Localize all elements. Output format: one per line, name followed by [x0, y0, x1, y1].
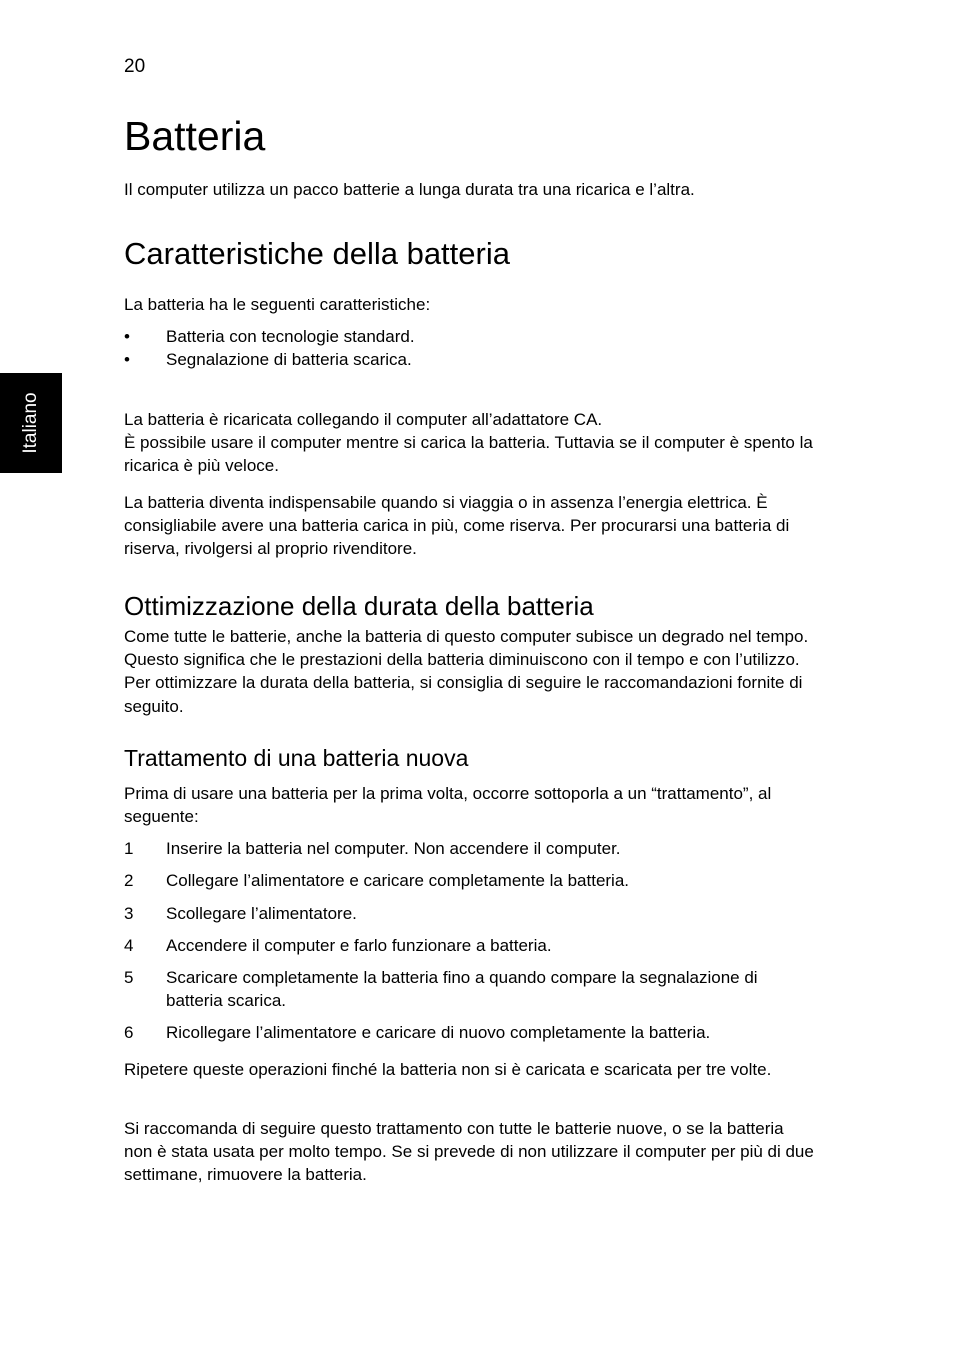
step-item — [124, 934, 814, 957]
step-text: Accendere il computer e farlo funzionare a batteria. — [166, 936, 552, 955]
step-number: 3 — [124, 904, 134, 923]
step-number: 2 — [124, 871, 134, 890]
bullet-item — [124, 348, 814, 371]
step-text: Collegare l’alimentatore e caricare completamente la batteria. — [166, 871, 630, 890]
repeat-paragraph: Ripetere queste operazioni finché la batteria non si è caricata e scaricata per tre volte. — [124, 1060, 772, 1079]
step-item — [124, 1021, 814, 1044]
step-item — [124, 837, 814, 860]
step-item — [124, 869, 814, 892]
language-tab — [0, 373, 62, 473]
bullet-marker: • — [124, 327, 130, 346]
features-lead: La batteria ha le seguenti caratteristiche: — [124, 295, 431, 314]
step-item — [124, 902, 814, 925]
charging-paragraph-line2: È possibile usare il computer mentre si carica la batteria. Tuttavia se il computer è spento la ricarica è più veloce. — [124, 433, 813, 476]
step-number: 1 — [124, 839, 134, 858]
intro-paragraph: Il computer utilizza un pacco batterie a lunga durata tra una ricarica e l’altra. — [124, 180, 695, 199]
step-text: Scaricare completamente la batteria fino a quando compare la segnalazione di batteria scarica. — [166, 968, 758, 1011]
new-battery-lead: Prima di usare una batteria per la prima volta, occorre sottoporla a un “trattamento”, al seguente: — [124, 784, 772, 827]
page-number: 20 — [124, 56, 146, 77]
bullet-text: Batteria con tecnologie standard. — [166, 327, 415, 346]
charging-paragraph-line1: La batteria è ricaricata collegando il computer all’adattatore CA. — [124, 410, 603, 429]
step-text: Ricollegare l’alimentatore e caricare di nuovo completamente la batteria. — [166, 1023, 711, 1042]
language-tab-label: Italiano — [20, 392, 41, 454]
step-number: 6 — [124, 1023, 134, 1042]
bullet-marker: • — [124, 350, 130, 369]
bullet-item — [124, 325, 814, 348]
bullet-text: Segnalazione di batteria scarica. — [166, 350, 412, 369]
step-number: 5 — [124, 968, 134, 987]
step-number: 4 — [124, 936, 134, 955]
travel-paragraph: La batteria diventa indispensabile quando si viaggia o in assenza l’energia elettrica. È consigliabile avere una batteria carica in più, come riserva. Per procurarsi una batteria di riserva, rivolgersi al proprio rivenditore. — [124, 493, 790, 559]
recommendation-paragraph: Si raccomanda di seguire questo trattamento con tutte le batterie nuove, o se la batteria non è stata usata per molto tempo. Se si prevede di non utilizzare il computer per più di due settimane, rimuovere la batteria. — [124, 1119, 814, 1185]
optimization-paragraph: Come tutte le batterie, anche la batteria di questo computer subisce un degrado nel tempo. Questo significa che le prestazioni della batteria diminuiscono con il tempo e con l’utilizzo. Per ottimizzare la durata della batteria, si consiglia di seguire le raccomandazioni fornite di seguito. — [124, 627, 809, 716]
step-text: Inserire la batteria nel computer. Non accendere il computer. — [166, 839, 621, 858]
step-item — [124, 966, 814, 1012]
new-battery-heading: Trattamento di una batteria nuova — [124, 745, 469, 771]
features-heading: Caratteristiche della batteria — [124, 236, 510, 271]
page-title: Batteria — [124, 113, 266, 159]
optimization-heading: Ottimizzazione della durata della batteria — [124, 591, 594, 621]
step-text: Scollegare l’alimentatore. — [166, 904, 357, 923]
